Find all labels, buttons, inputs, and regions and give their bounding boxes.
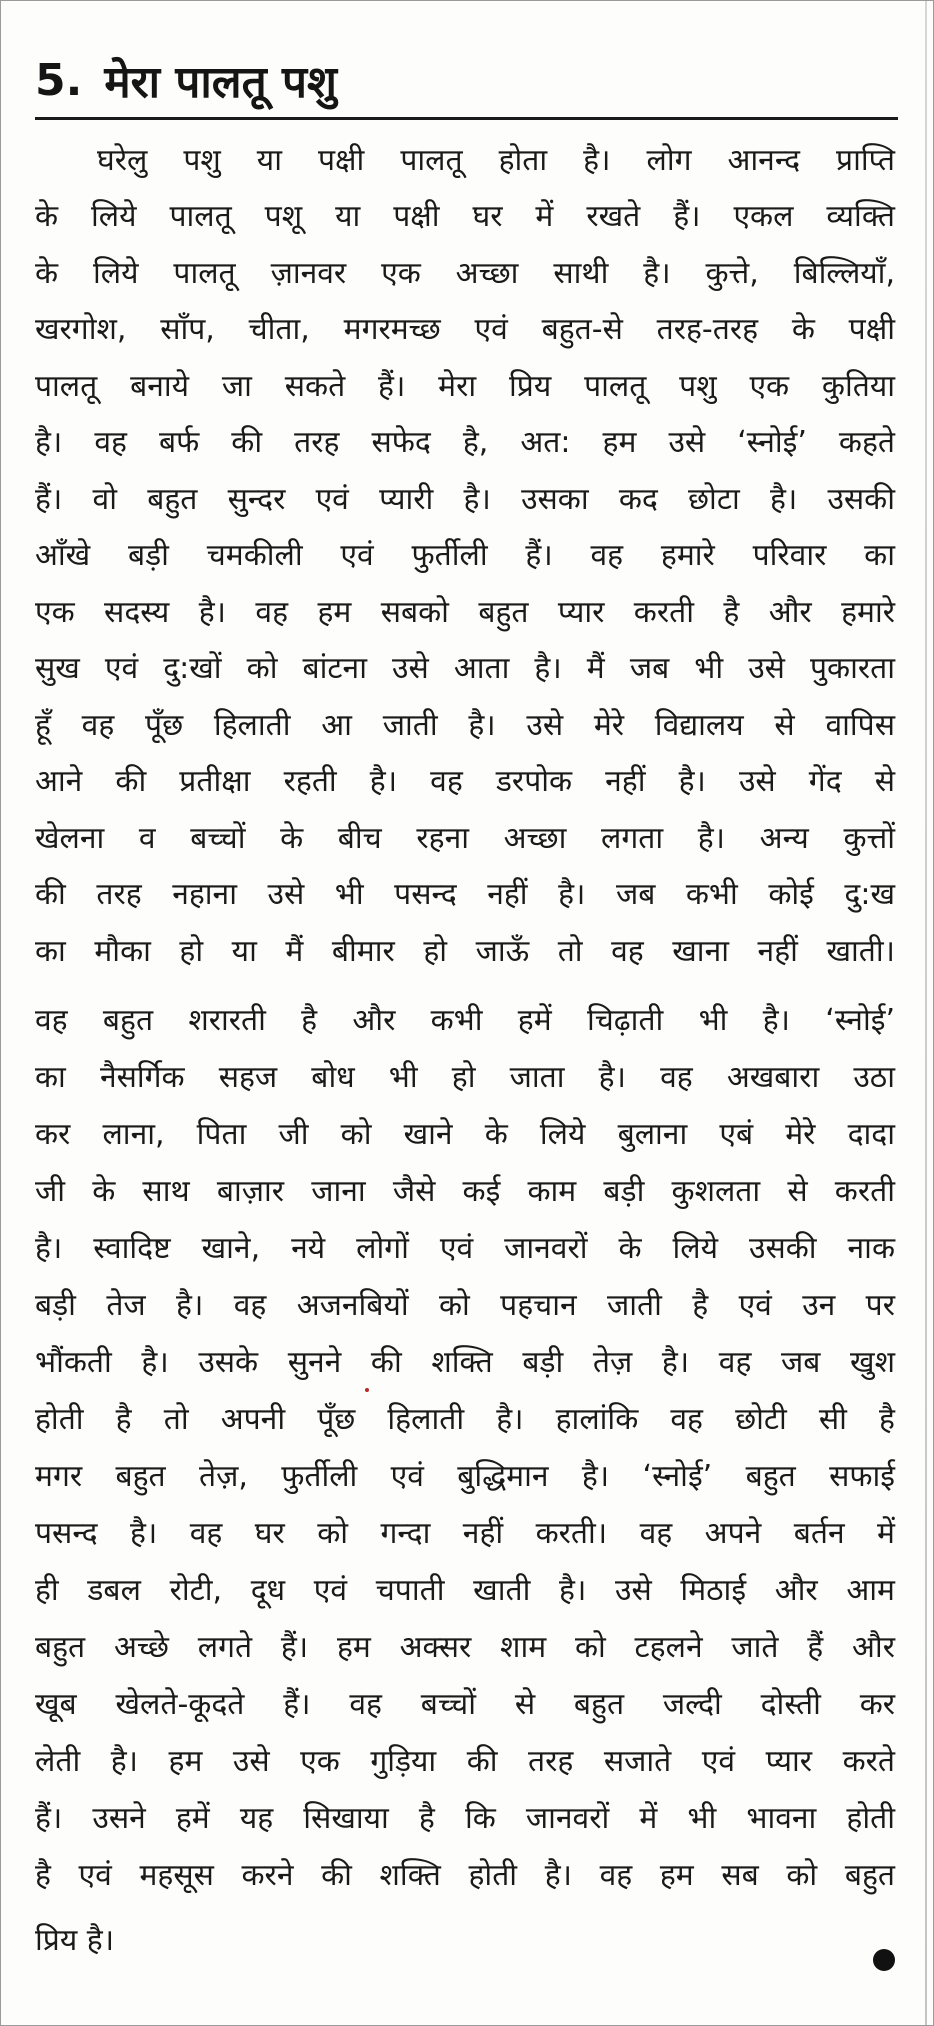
text-line: आने की प्रतीक्षा रहती है। वह डरपोक नहीं है। उसे गेंद से (35, 764, 895, 799)
text-line: के लिये पालतू ज़ानवर एक अच्छा साथी है। कुत्ते, बिल्लियाँ, (35, 256, 895, 291)
print-speck (365, 1388, 369, 1392)
text-line: का नैसर्गिक सहज बोध भी हो जाता है। वह अखबारा उठा (35, 1060, 895, 1095)
text-line: के लिये पालतू पशू या पक्षी घर में रखते हैं। एकल व्यक्ति (35, 199, 895, 234)
text-line: ही डबल रोटी, दूध एवं चपाती खाती है। उसे मिठाई और आम (35, 1573, 895, 1608)
title-underline (35, 117, 898, 120)
text-line: बहुत अच्छे लगते हैं। हम अक्सर शाम को टहलने जाते हैं और (35, 1630, 895, 1665)
text-line: खेलना व बच्चों के बीच रहना अच्छा लगता है। अन्य कुत्तों (35, 821, 895, 856)
text-line: होती है तो अपनी पूँछ हिलाती है। हालांकि वह छोटी सी है (35, 1402, 895, 1437)
text-line: खूब खेलते-कूदते हैं। वह बच्चों से बहुत जल्दी दोस्ती कर (35, 1687, 895, 1722)
text-line: कर लाना, पिता जी को खाने के लिये बुलाना एबं मेरे दादा (35, 1117, 895, 1152)
end-bullet (873, 1949, 895, 1971)
text-line: मगर बहुत तेज़, फुर्तीली एवं बुद्धिमान है। ‘स्नोई’ बहुत सफाई (35, 1459, 895, 1494)
text-line: सुख एवं दु:खों को बांटना उसे आता है। मैं जब भी उसे पुकारता (35, 651, 895, 686)
page-title (35, 45, 337, 115)
text-line: भौंकती है। उसके सुनने की शक्ति बड़ी तेज़ है। वह जब खुश (35, 1345, 895, 1380)
text-line: हैं। वो बहुत सुन्दर एवं प्यारी है। उसका कद छोटा है। उसकी (35, 482, 895, 517)
text-line: आँखे बड़ी चमकीली एवं फुर्तीली हैं। वह हमारे परिवार का (35, 538, 895, 573)
text-line: प्रिय है। (35, 1923, 115, 1958)
essay-title: मेरा पालतू पशु (104, 57, 337, 108)
page-edge-shadow (925, 1, 927, 2025)
text-line: बड़ी तेज है। वह अजनबियों को पहचान जाती है एवं उन पर (35, 1288, 895, 1323)
text-line: घरेलु पशु या पक्षी पालतू होता है। लोग आनन्द प्राप्ति (97, 143, 895, 178)
text-line: वह बहुत शरारती है और कभी हमें चिढ़ाती भी है। ‘स्नोई’ (35, 1003, 895, 1038)
text-line: खरगोश, साँप, चीता, मगरमच्छ एवं बहुत-से तरह-तरह के पक्षी (35, 312, 895, 347)
text-line: का मौका हो या मैं बीमार हो जाऊँ तो वह खाना नहीं खाती। (35, 934, 895, 969)
text-line: एक सदस्य है। वह हम सबको बहुत प्यार करती है और हमारे (35, 595, 895, 630)
text-line: हैं। उसने हमें यह सिखाया है कि जानवरों में भी भावना होती (35, 1801, 895, 1836)
text-line: है। स्वादिष्ट खाने, नये लोगों एवं जानवरों के लिये उसकी नाक (35, 1231, 895, 1266)
text-line: पसन्द है। वह घर को गन्दा नहीं करती। वह अपने बर्तन में (35, 1516, 895, 1551)
text-line: की तरह नहाना उसे भी पसन्द नहीं है। जब कभी कोई दु:ख (35, 877, 895, 912)
text-line: हूँ वह पूँछ हिलाती आ जाती है। उसे मेरे विद्यालय से वापिस (35, 708, 895, 743)
text-line: लेती है। हम उसे एक गुड़िया की तरह सजाते एवं प्यार करते (35, 1744, 895, 1779)
text-line: जी के साथ बाज़ार जाना जैसे कई काम बड़ी कुशलता से करती (35, 1174, 895, 1209)
text-line: है। वह बर्फ की तरह सफेद है, अत: हम उसे ‘स्नोई’ कहते (35, 425, 895, 460)
essay-number: 5. (35, 54, 83, 106)
text-line: पालतू बनाये जा सकते हैं। मेरा प्रिय पालतू पशु एक कुतिया (35, 369, 895, 404)
text-line: है एवं महसूस करने की शक्ति होती है। वह हम सब को बहुत (35, 1858, 895, 1893)
